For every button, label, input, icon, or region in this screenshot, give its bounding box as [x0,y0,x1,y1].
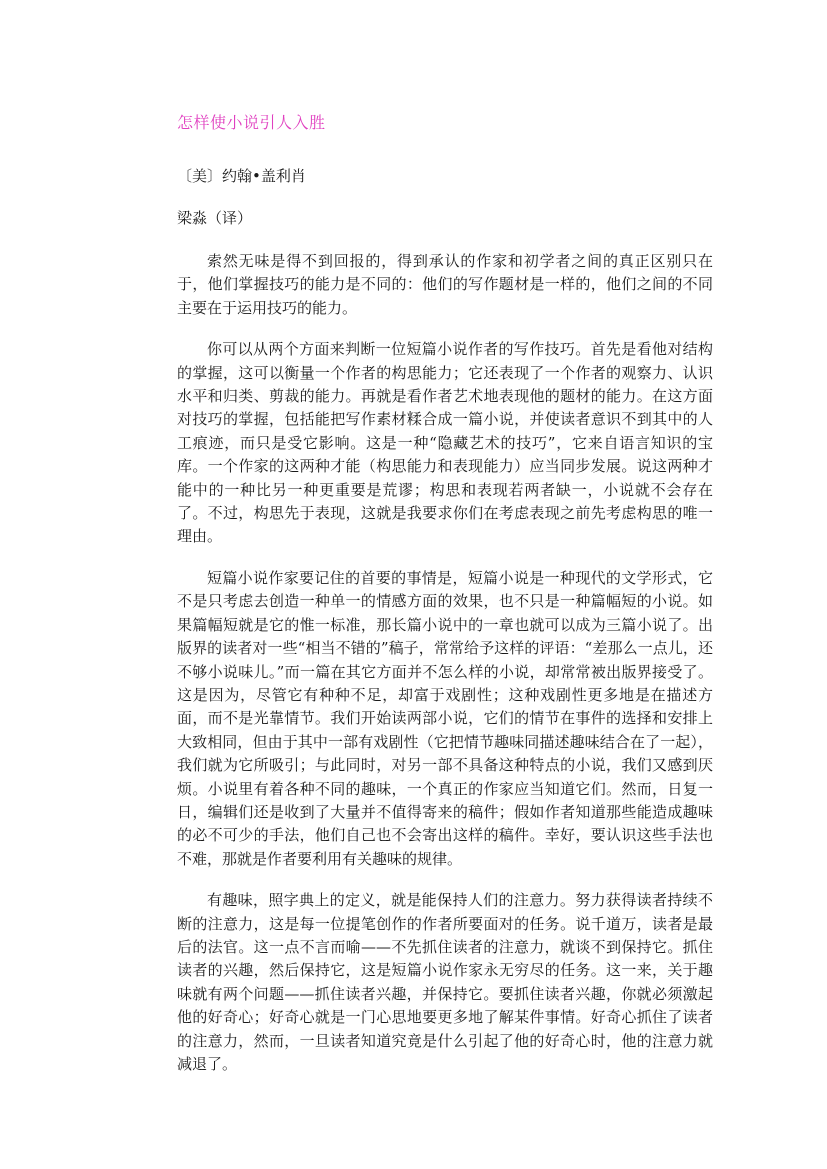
paragraph-1: 索然无味是得不到回报的，得到承认的作家和初学者之间的真正区别只在于，他们掌握技巧的能力是不同的：他们的写作题材是一样的，他们之间的不同主要在于运用技巧的能力。 [177,252,713,317]
document-title: 怎样使小说引人入胜 [177,113,326,132]
paragraph-4: 有趣味，照字典上的定义，就是能保持人们的注意力。努力获得读者持续不断的注意力，这是每一位提笔创作的作者所要面对的任务。说千道万，读者是最后的法官。这一点不言而喻——不先抓住读者的注意力，就谈不到保持它。抓住读者的兴趣，然后保持它，这是短篇小说作家永无穷尽的任务。这一来，关于趣味就有两个问题——抓住读者兴趣，并保持它。要抓住读者兴趣，你就必须激起他的好奇心；好奇心就是一门心思地要更多地了解某件事情。好奇心抓住了读者的注意力，然而，一旦读者知道究竟是什么引起了他的好奇心时，他的注意力就减退了。 [177,891,713,1073]
document-body [177,250,713,1094]
paragraph-3: 短篇小说作家要记住的首要的事情是，短篇小说是一种现代的文学形式，它不是只考虑去创造一种单一的情感方面的效果，也不只是一种篇幅短的小说。如果篇幅短就是它的惟一标准，那长篇小说中的一章也就可以成为三篇小说了。出版界的读者对一些“相当不错的”稿子，常常给予这样的评语：“差那么一点儿，还不够小说味儿。”而一篇在其它方面并不怎么样的小说，却常常被出版界接受了。这是因为，尽管它有种种不足，却富于戏剧性；这种戏剧性更多地是在描述方面，而不是光靠情节。我们开始读两部小说，它们的情节在事件的选择和安排上大致相同，但由于其中一部有戏剧性（它把情节趣味同描述趣味结合在了一起），我们就为它所吸引；与此同时，对另一部不具备这种特点的小说，我们又感到厌烦。小说里有着各种不同的趣味，一个真正的作家应当知道它们。然而，日复一日，编辑们还是收到了大量并不值得寄来的稿件；假如作者知道那些能造成趣味的必不可少的手法，他们自己也不会寄出这样的稿件。幸好，要认识这些手法也不难，那就是作者要利用有关趣味的规律。 [177,568,713,868]
paragraph-2: 你可以从两个方面来判断一位短篇小说作者的写作技巧。首先是看他对结构的掌握，这可以衡量一个作者的构思能力；它还表现了一个作者的观察力、认识水平和归类、剪裁的能力。再就是看作者艺术地表现他的题材的能力。在这方面对技巧的掌握，包括能把写作素材糅合成一篇小说，并使读者意识不到其中的人工痕迹，而只是受它影响。这是一种“隐藏艺术的技巧”，它来自语言知识的宝库。一个作家的这两种才能（构思能力和表现能力）应当同步发展。说这两种才能中的一种比另一种更重要是荒谬；构思和表现若两者缺一，小说就不会存在了。不过，构思先于表现，这就是我要求你们在考虑表现之前先考虑构思的唯一理由。 [177,340,713,546]
translator-line: 梁淼（译） [177,209,253,227]
author-line: 〔美〕约翰•盖利肖 [177,167,306,185]
